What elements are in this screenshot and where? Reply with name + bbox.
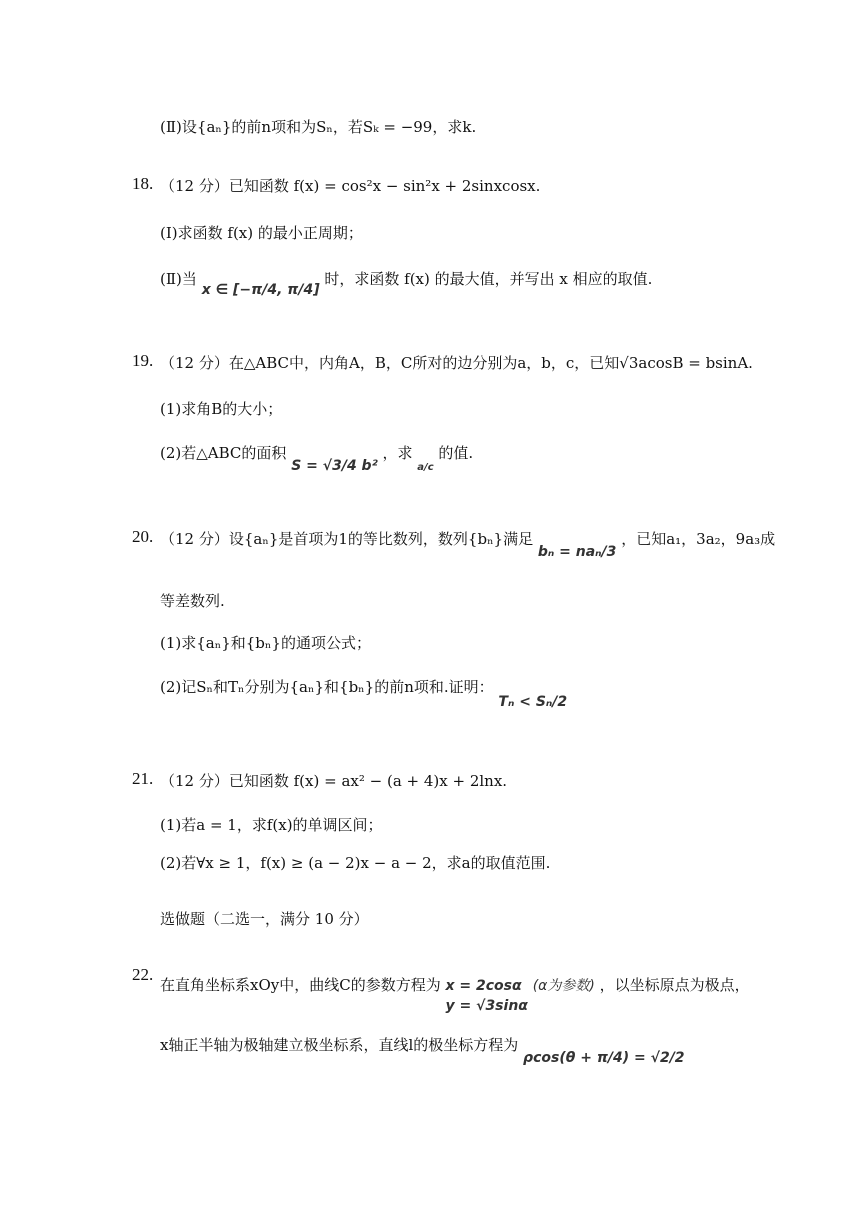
question-18-part-2 <box>160 268 653 298</box>
question-21-part-2 <box>160 852 550 874</box>
ratio-a-over-c: a/c <box>417 462 434 473</box>
text-q20-cont: 等差数列. <box>160 592 225 610</box>
polar-equation: ρcos(θ + π/4) = √2/2 <box>523 1050 685 1066</box>
inequality-tn-sn: Tₙ < Sₙ/2 <box>498 694 568 710</box>
parametric-system <box>446 976 528 1016</box>
question-22-stem <box>160 966 750 1014</box>
text-l1: (Ⅱ)设{aₙ}的前n项和为Sₙ，若Sₖ = −99，求k. <box>160 118 477 136</box>
text-q19-1: (1)求角B的大小； <box>160 400 283 418</box>
part-ii-line <box>160 116 476 138</box>
text-q22b: ，以坐标原点为极点， <box>599 976 750 994</box>
question-22-number: 22. <box>132 965 154 984</box>
question-20-part-1 <box>160 632 371 654</box>
text-q18-1: (Ⅰ)求函数 f(x) 的最小正周期； <box>160 224 363 242</box>
question-21-part-1 <box>160 814 383 836</box>
text-q21: （12 分）已知函数 f(x) = ax² − (a + 4)x + 2lnx. <box>160 772 508 790</box>
question-20-stem <box>160 528 776 560</box>
param-note: (α为参数) <box>532 978 595 994</box>
text-q19: （12 分）在△ABC中，内角A，B，C所对的边分别为a，b，c，已知√3acosB = bsinA. <box>160 354 753 372</box>
text-q21-1: (1)若a = 1，求f(x)的单调区间； <box>160 816 383 834</box>
question-20-part-2 <box>160 676 568 710</box>
question-19-part-2 <box>160 442 474 474</box>
question-21-number: 21. <box>132 769 154 788</box>
question-18-number: 18. <box>132 174 154 193</box>
question-18-part-1 <box>160 222 363 244</box>
param-x: x = 2cosα <box>445 978 522 994</box>
question-19-part-1 <box>160 398 282 420</box>
text-q20-2a: (2)记Sₙ和Tₙ分别为{aₙ}和{bₙ}的前n项和.证明： <box>160 678 494 696</box>
text-q19-2e: 的值. <box>438 444 474 462</box>
question-20-continued <box>160 590 225 612</box>
text-q18: （12 分）已知函数 f(x) = cos²x − sin²x + 2sinxcosx. <box>160 177 541 195</box>
elective-heading <box>160 908 369 930</box>
question-19-stem <box>160 352 753 374</box>
text-q18-2c: 时，求函数 f(x) 的最大值，并写出 x 相应的取值. <box>324 270 653 288</box>
question-22-continued <box>160 1034 685 1066</box>
text-q18-2a: (Ⅱ)当 <box>160 270 197 288</box>
text-q21-2: (2)若∀x ≥ 1，f(x) ≥ (a − 2)x − a − 2，求a的取值范围. <box>160 854 551 872</box>
text-q19-2a: (2)若△ABC的面积 <box>160 444 287 462</box>
param-y: y = √3sinα <box>445 998 528 1014</box>
text-elective: 选做题（二选一，满分 10 分） <box>160 910 369 928</box>
text-q20-1: (1)求{aₙ}和{bₙ}的通项公式； <box>160 634 371 652</box>
question-19-number: 19. <box>132 351 154 370</box>
text-q20c: ，已知a₁，3a₂，9a₃成 <box>621 530 776 548</box>
area-formula: S = √3/4 b² <box>291 458 378 474</box>
question-21-stem <box>160 770 507 792</box>
question-20-number: 20. <box>132 527 154 546</box>
interval-expression: x ∈ [−π/4, π/4] <box>201 282 320 298</box>
text-q22a: 在直角坐标系xOy中，曲线C的参数方程为 <box>160 976 441 994</box>
text-q19-2c: ，求 <box>382 444 413 462</box>
question-18-stem <box>160 175 540 197</box>
text-q22-cont: x轴正半轴为极轴建立极坐标系，直线l的极坐标方程为 <box>160 1036 519 1054</box>
text-q20a: （12 分）设{aₙ}是首项为1的等比数列，数列{bₙ}满足 <box>160 530 534 548</box>
bn-definition: bₙ = naₙ/3 <box>537 544 617 560</box>
